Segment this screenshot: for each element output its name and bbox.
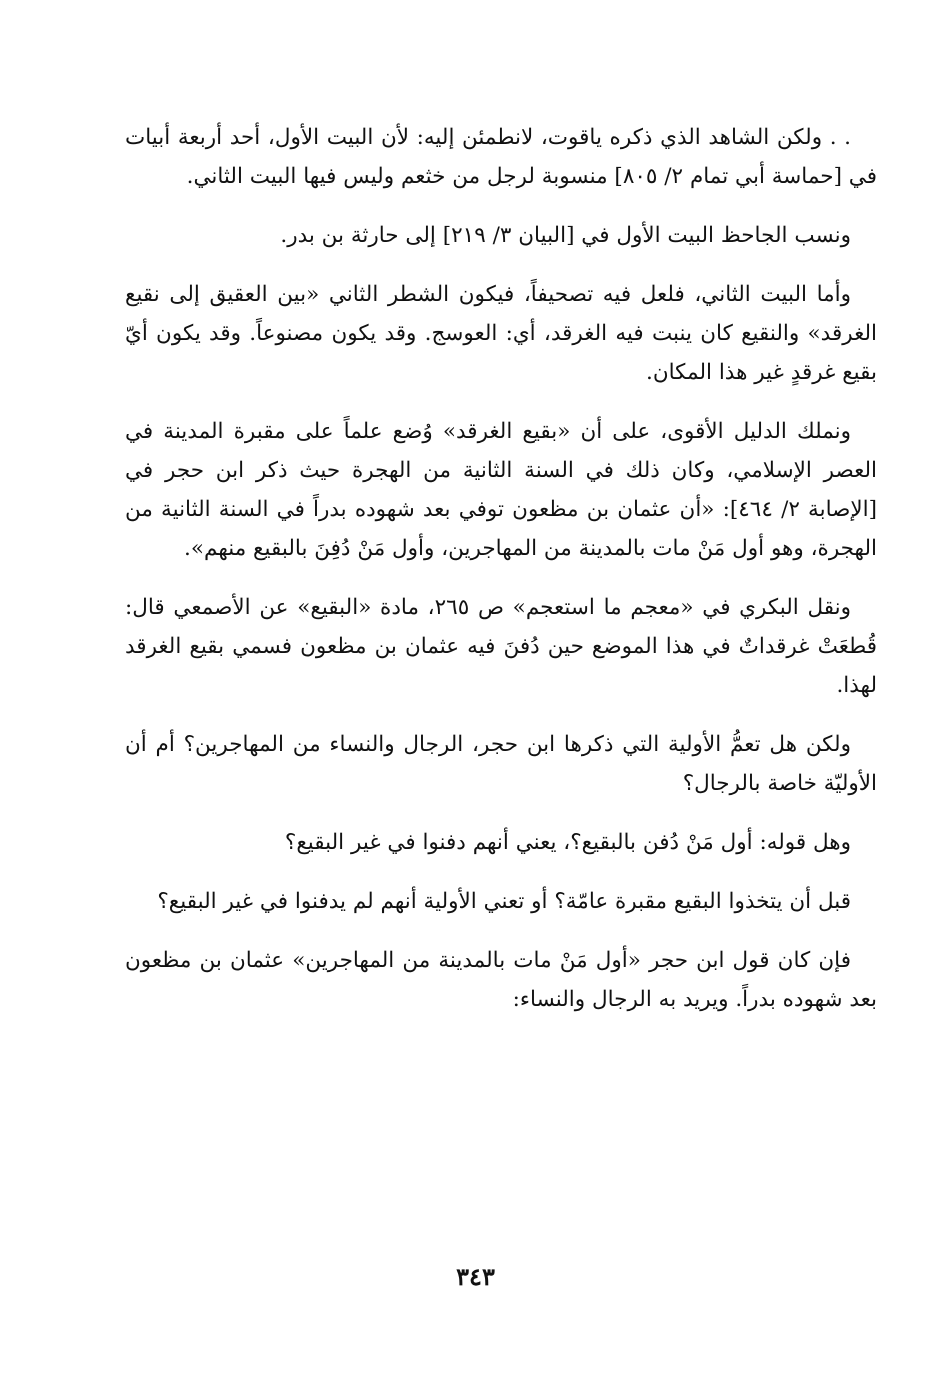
page-body bbox=[125, 118, 877, 1039]
paragraph-8: قبل أن يتخذوا البقيع مقبرة عامّة؟ أو تعني الأولية أنهم لم يدفنوا في غير البقيع؟ bbox=[157, 889, 851, 914]
paragraph-6: ولكن هل تعمُّ الأولية التي ذكرها ابن حجر، الرجال والنساء من المهاجرين؟ أم أن الأوليّة خاصة بالرجال؟ bbox=[125, 732, 877, 796]
paragraph-3: وأما البيت الثاني، فلعل فيه تصحيفاً، فيكون الشطر الثاني «بين العقيق إلى نقيع الغرقد» والنقيع كان ينبت فيه الغرقد، أي: العوسج. وقد يكون مصنوعاً. وقد يكون أيّ بقيع غرقدٍ غير هذا المكان. bbox=[125, 282, 877, 385]
paragraph-7: وهل قوله: أول مَنْ دُفن بالبقيع؟، يعني أنهم دفنوا في غير البقيع؟ bbox=[284, 830, 851, 855]
paragraph-9: فإن كان قول ابن حجر «أول مَنْ مات بالمدينة من المهاجرين» عثمان بن مظعون بعد شهوده بدراً. ويريد به الرجال والنساء: bbox=[125, 948, 877, 1012]
paragraph-5: ونقل البكري في «معجم ما استعجم» ص ٢٦٥، مادة «البقيع» عن الأصمعي قال: قُطعَتْ غرقداتٌ في هذا الموضع حين دُفنَ فيه عثمان بن مظعون فسمي بقيع الغرقد لهذا. bbox=[125, 595, 877, 698]
paragraph-4: ونملك الدليل الأقوى، على أن «بقيع الغرقد» وُضع علماً على مقبرة المدينة في العصر الإسلامي، وكان ذلك في السنة الثانية من الهجرة حيث ذكر ابن حجر في [الإصابة ٢/ ٤٦٤]: «أن عثمان بن مظعون توفي بعد شهوده بدراً في السنة الثانية من الهجرة، وهو أول مَنْ مات بالمدينة من المهاجرين، وأول مَنْ دُفِنَ بالبقيع منهم». bbox=[125, 419, 878, 561]
paragraph-2: ونسب الجاحظ البيت الأول في [البيان ٣/ ٢١٩] إلى حارثة بن بدر. bbox=[280, 223, 851, 248]
paragraph-1: . . ولكن الشاهد الذي ذكره ياقوت، لانطمئن إليه: لأن البيت الأول، أحد أربعة أبيات في [حماسة أبي تمام ٢/ ٨٠٥] منسوبة لرجل من خثعم وليس فيها البيت الثاني. bbox=[125, 125, 877, 189]
page-number: ٣٤٣ bbox=[456, 1262, 495, 1291]
